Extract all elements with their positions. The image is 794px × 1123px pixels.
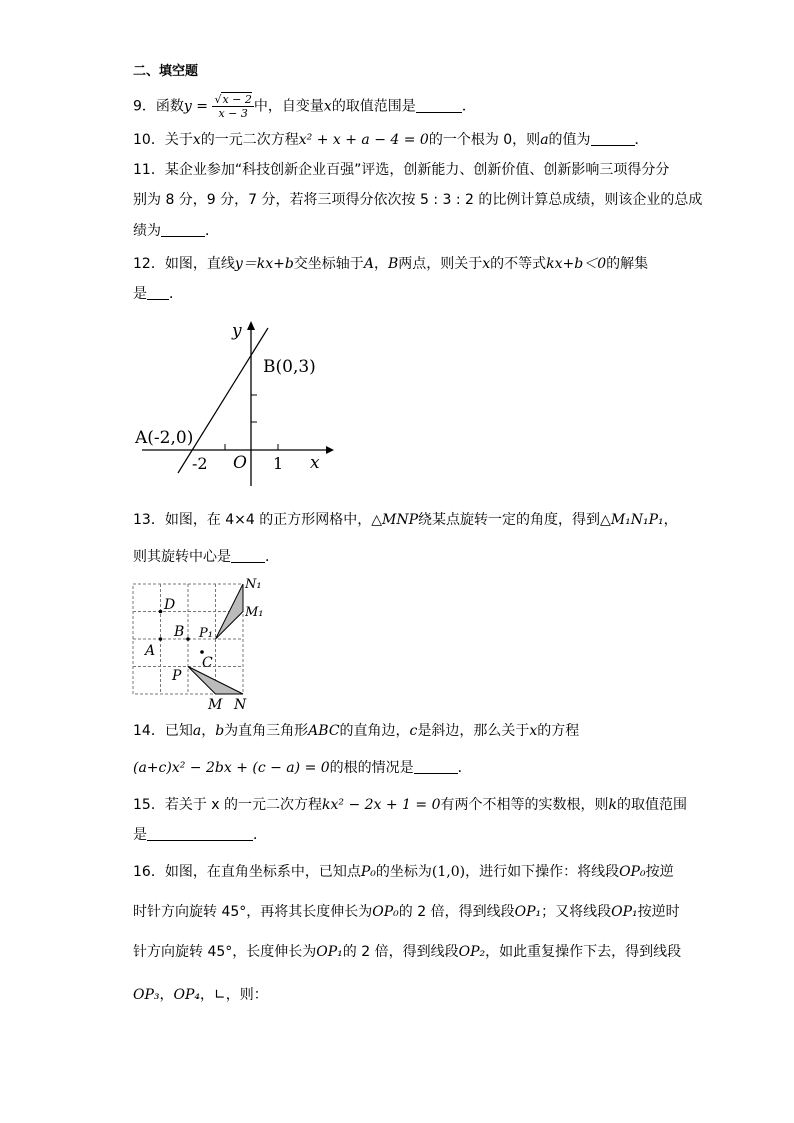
q10-suffix: 的值为 bbox=[548, 132, 591, 148]
q14-answer-blank[interactable] bbox=[414, 759, 458, 774]
label-C: C bbox=[202, 655, 213, 671]
x-axis-arrow bbox=[326, 446, 334, 454]
q14-comma: ， bbox=[201, 723, 216, 739]
q10-var: x bbox=[192, 132, 201, 148]
question-15-line2 bbox=[133, 825, 267, 845]
question-10 bbox=[133, 130, 649, 150]
label-P: P bbox=[172, 668, 182, 684]
q10-mid1: 的一元二次方程 bbox=[200, 132, 299, 148]
q12-suffix: 的解集 bbox=[606, 256, 649, 272]
question-14-line1 bbox=[133, 721, 579, 741]
q16-OP0-2: OP₀ bbox=[372, 904, 399, 920]
question-16-line3 bbox=[133, 942, 681, 962]
q16-OP4: OP₄ bbox=[173, 987, 201, 1003]
q10-answer-blank[interactable] bbox=[591, 131, 635, 146]
q16-OP1-2: OP₁ bbox=[611, 904, 638, 920]
question-15-line1 bbox=[133, 795, 687, 815]
q16-OP0: OP₀ bbox=[619, 864, 646, 880]
q12-line-eq: y＝kx+b bbox=[234, 256, 294, 272]
q16-coord: (1,0) bbox=[431, 864, 466, 880]
label-A: A bbox=[145, 643, 156, 659]
q12-comma: ， bbox=[373, 256, 388, 272]
question-11-line3 bbox=[133, 221, 219, 241]
q16-line1d: 按逆 bbox=[645, 864, 674, 880]
q10-mid2: 的一个根为 0，则 bbox=[428, 132, 541, 148]
q15-k: k bbox=[608, 797, 617, 813]
q15-end: ． bbox=[253, 827, 267, 843]
y-axis-arrow bbox=[247, 321, 255, 330]
q14-b: b bbox=[215, 723, 225, 739]
q10-a: a bbox=[540, 132, 549, 148]
q16-line3a: 针方向旋转 45°，长度伸长为 bbox=[133, 944, 317, 960]
question-13-line2 bbox=[133, 547, 279, 567]
q13-triangle-m1n1p1: △M₁N₁P₁ bbox=[600, 512, 664, 528]
q9-end: ． bbox=[461, 98, 476, 115]
q16-line1b: 的坐标为 bbox=[375, 864, 432, 880]
q14-prefix: 14．已知 bbox=[133, 723, 193, 739]
q16-OP3: OP₃ bbox=[133, 987, 160, 1003]
point-B-label: B(0,3) bbox=[263, 357, 316, 377]
q14-line2-text: 的根的情况是 bbox=[329, 760, 414, 776]
q9-numerator: x − 2 bbox=[222, 93, 252, 106]
q14-a: a bbox=[192, 723, 202, 739]
q16-OP1-3: OP₁ bbox=[316, 944, 343, 960]
label-N1: N₁ bbox=[245, 577, 262, 592]
q13-triangle-mnp: △MNP bbox=[371, 512, 419, 528]
q12-answer-blank[interactable] bbox=[147, 285, 169, 300]
q12-mid3: 的不等式 bbox=[490, 256, 547, 272]
q16-OP2: OP₂ bbox=[458, 944, 486, 960]
q16-line1c: ，进行如下操作：将线段 bbox=[465, 864, 620, 880]
q9-prefix: 9．函数 bbox=[133, 98, 184, 115]
q16-line1a: 16．如图，在直角坐标系中，已知点 bbox=[133, 864, 361, 880]
q15-prefix: 15．若关于 x 的一元二次方程 bbox=[133, 797, 322, 813]
question-16-line4 bbox=[133, 985, 268, 1005]
q15-suffix: 的取值范围 bbox=[617, 797, 687, 813]
q14-mid1: 为直角三角形 bbox=[224, 723, 309, 739]
q16-P0: P₀ bbox=[360, 864, 376, 880]
q14-mid2: 的直角边， bbox=[339, 723, 410, 739]
q14-equation: (a+c)x² − 2bx + (c − a) = 0 bbox=[133, 760, 330, 776]
q14-abc: ABC bbox=[308, 723, 340, 739]
point-B bbox=[186, 637, 190, 641]
q15-line2-text: 是 bbox=[133, 827, 147, 843]
q12-end: ． bbox=[169, 286, 183, 302]
q16-line4b: ，∟，则： bbox=[200, 987, 268, 1003]
question-12-line2 bbox=[133, 284, 183, 304]
point-C bbox=[200, 650, 204, 654]
q10-end: ． bbox=[634, 132, 649, 148]
q12-prefix: 12．如图，直线 bbox=[133, 256, 235, 272]
q14-x: x bbox=[529, 723, 538, 739]
question-11-line2: 别为 8 分，9 分，7 分，若将三项得分依次按 5 : 3 : 2 的比例计算总成绩，则该企业的总成 bbox=[133, 192, 703, 208]
q14-mid3: 是斜边，那么关于 bbox=[417, 723, 530, 739]
q10-equation: x² + x + a − 4 = 0 bbox=[298, 132, 429, 148]
label-M: M bbox=[208, 697, 223, 713]
q9-answer-blank[interactable] bbox=[416, 98, 462, 113]
q14-suffix: 的方程 bbox=[537, 723, 580, 739]
q9-fraction: $\frac{√x - 2}{x - 3}$ bbox=[214, 93, 252, 120]
x-tick-label-neg2: -2 bbox=[192, 454, 208, 473]
q15-mid: 有两个不相等的实数根，则 bbox=[440, 797, 609, 813]
q13-grid-figure bbox=[128, 574, 278, 714]
q10-prefix: 10．关于 bbox=[133, 132, 193, 148]
q16-line3c: ，如此重复操作下去，得到线段 bbox=[485, 944, 682, 960]
q12-A: A bbox=[363, 256, 374, 272]
question-13-line1 bbox=[133, 510, 678, 530]
q9-denominator: x − 3 bbox=[218, 107, 248, 120]
q12-mid2: 两点，则关于 bbox=[398, 256, 483, 272]
q16-OP1: OP₁ bbox=[514, 904, 542, 920]
label-M1: M₁ bbox=[245, 605, 264, 620]
q12-x: x bbox=[482, 256, 491, 272]
x-axis-label: x bbox=[310, 453, 320, 473]
y-axis-label: y bbox=[232, 321, 242, 341]
q9-y: y = bbox=[183, 98, 209, 115]
q16-line2d: 按逆时 bbox=[637, 904, 680, 920]
q11-end: ． bbox=[205, 223, 219, 239]
q12-inequality: kx+b＜0 bbox=[546, 256, 607, 272]
question-16-line1 bbox=[133, 862, 674, 882]
q13-mid: 绕某点旋转一定的角度，得到 bbox=[418, 512, 601, 528]
q13-end1: ， bbox=[663, 512, 678, 528]
q13-end: ． bbox=[265, 549, 279, 565]
q13-answer-blank[interactable] bbox=[231, 548, 265, 563]
q16-line2a: 时针方向旋转 45°，再将其长度伸长为 bbox=[133, 904, 373, 920]
q12-coordinate-graph bbox=[130, 318, 340, 490]
q16-line3b: 的 2 倍，得到线段 bbox=[342, 944, 459, 960]
question-12-line1 bbox=[133, 254, 648, 274]
line-y-kx-b bbox=[178, 328, 268, 473]
x-tick-label-1: 1 bbox=[273, 454, 284, 473]
label-D: D bbox=[164, 597, 176, 613]
point-A-dot bbox=[159, 637, 163, 641]
q16-line2c: ；又将线段 bbox=[541, 904, 612, 920]
label-B: B bbox=[174, 624, 185, 640]
section-title: 二、填空题 bbox=[133, 64, 199, 79]
q16-line4a: ， bbox=[159, 987, 174, 1003]
q9-middle: 中，自变量 bbox=[253, 98, 324, 115]
q14-end: ． bbox=[457, 760, 472, 776]
q13-line2-text: 则其旋转中心是 bbox=[133, 549, 231, 565]
q11-answer-blank[interactable] bbox=[161, 222, 205, 237]
point-A-label: A(-2,0) bbox=[135, 428, 194, 448]
question-16-line2 bbox=[133, 902, 680, 922]
q12-mid1: 交坐标轴于 bbox=[293, 256, 364, 272]
q13-prefix: 13．如图，在 4×4 的正方形网格中， bbox=[133, 512, 372, 528]
q9-var: x bbox=[323, 98, 332, 115]
q15-answer-blank[interactable] bbox=[147, 826, 253, 841]
origin-label: O bbox=[233, 453, 247, 473]
q12-line2-text: 是 bbox=[133, 286, 147, 302]
point-D bbox=[159, 610, 163, 614]
question-14-line2 bbox=[133, 758, 472, 778]
q14-c: c bbox=[409, 723, 418, 739]
q9-suffix: 的取值范围是 bbox=[331, 98, 416, 115]
q11-line3-text: 绩为 bbox=[133, 223, 161, 239]
question-9 bbox=[133, 93, 476, 120]
q12-B: B bbox=[387, 256, 399, 272]
q15-equation: kx² − 2x + 1 = 0 bbox=[322, 797, 441, 813]
label-P1: P₁ bbox=[199, 626, 213, 641]
label-N: N bbox=[234, 697, 247, 713]
question-11-line1: 11．某企业参加“科技创新企业百强”评选，创新能力、创新价值、创新影响三项得分分 bbox=[133, 162, 670, 178]
q16-line2b: 的 2 倍，得到线段 bbox=[398, 904, 515, 920]
